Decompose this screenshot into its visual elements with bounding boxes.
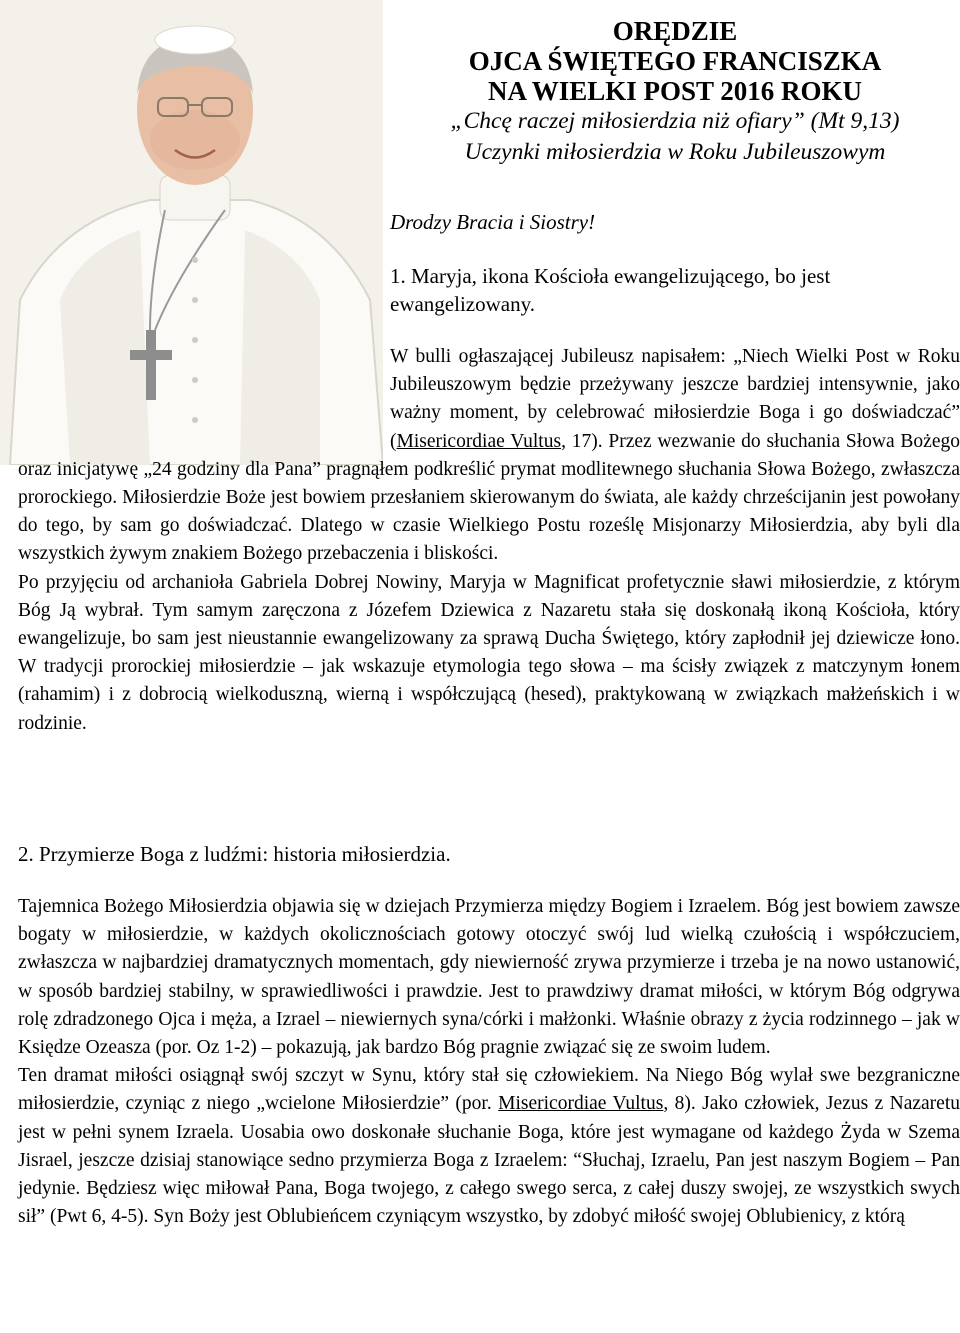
subtitle-quote: „Chcę raczej miłosierdzia niż ofiary” (Mt 9,13) (450, 108, 900, 134)
citation-link[interactable]: Misericordiae Vultus (396, 430, 562, 452)
title-line-1: ORĘDZIE (612, 16, 738, 46)
section-2-body (18, 893, 960, 1231)
paragraph (18, 1062, 960, 1231)
paragraph: Tajemnica Bożego Miłosierdzia objawia się w dziejach Przymierza między Bogiem i Izraelem. Bóg jest bowiem zawsze bogaty w miłosierdzie, w każdych okolicznościach gotowy otoczyć swój lud wielką czułością i współczuciem, zwłaszcza w najbardziej dramatycznych momentach, gdy niewierność zrywa przymierze i trzeba je na nowo ustanowić, w sposób bardziej stabilny, w sprawiedliwości i prawdzie. Jest to prawdziwy dramat miłości, w którym Bóg odgrywa rolę zdradzonego Ojca i męża, a Izrael – niewiernych syna/córki i małżonki. Właśnie obrazy z życia rodzinnego – jak w Księdze Ozeasza (por. Oz 1-2) – pokazują, jak bardzo Bóg pragnie związać się ze swoim ludem. (18, 896, 960, 1059)
section-1-body (18, 343, 960, 738)
greeting: Drodzy Bracia i Siostry! (390, 210, 596, 234)
paragraph-text: W bulli ogłaszającej Jubileusz napisałem: „Niech Wielki Post w Roku Jubileuszowym będzie przeżywany jeszcze bardziej intensywnie, jako ważny moment, by celebrować miłosierdzie Boga i go doświadczać” ( (390, 346, 960, 452)
title-line-3: NA WIELKI POST 2016 ROKU (487, 76, 863, 106)
citation-link[interactable]: Misericordiae Vultus (498, 1093, 664, 1115)
title-line-2: OJCA ŚWIĘTEGO FRANCISZKA (468, 46, 882, 76)
paragraph: Po przyjęciu od archanioła Gabriela Dobrej Nowiny, Maryja w Magnificat profetycznie sławi miłosierdzie, z którym Bóg Ją wybrał. Tym samym zaręczona z Józefem Dziewica z Nazaretu stała się doskonałą ikoną Kościoła, który ewangelizuje, bo sam jest nieustannie ewangelizowany za sprawą Ducha Świętego, który zapłodnił jej dziewicze łono. W tradycji prorockiej miłosierdzie – jak wskazuje etymologia tego słowa – ma ścisły związek z matczynym łonem (rahamim) i z dobrocią wielkoduszną, wierną i współczującą (hesed), praktykowaną w związkach małżeńskich i w rodzinie. (18, 571, 960, 734)
paragraph-text: , 17). Przez wezwanie do słuchania Słowa Bożego oraz inicjatywę „24 godziny dla Pana” pragnąłem podkreślić prymat modlitewnego słuchania Słowa Bożego, zwłaszcza prorockiego. Miłosierdzie Boże jest bowiem przesłaniem skierowanym do świata, ale każdy chrześcijanin jest powołany do tego, by sam go doświadczać. Dlatego w czasie Wielkiego Postu roześlę Misjonarzy Miłosierdzia, aby byli dla wszystkich żywym znakiem Bożego przebaczenia i bliskości. (18, 430, 960, 565)
photo-wrap-spacer (18, 343, 390, 455)
title-block (390, 16, 960, 168)
paragraph-text: , 8). Jako człowiek, Jezus z Nazaretu jest w pełni synem Izraela. Uosabia owo doskonałe słuchanie Boga, które jest wymagane od każdego Żyda w Szema Jisrael, jeszcze dzisiaj stanowiące sedno przymierza Boga z Izraelem: “Słuchaj, Izraelu, Pan jest naszym Bogiem – Pan jedynie. Będziesz więc miłował Pana, Boga twojego, z całego swego serca, z całej duszy swojej, ze wszystkich swych sił” (Pwt 6, 4-5). Syn Boży jest Oblubieńcem czyniącym wszystko, by zdobyć miłość swojej Oblubienicy, z którą (18, 1093, 960, 1228)
section-1-heading: 1. Maryja, ikona Kościoła ewangelizującego, bo jest ewangelizowany. (390, 264, 831, 316)
section-2-heading: 2. Przymierze Boga z ludźmi: historia miłosierdzia. (18, 842, 451, 866)
subtitle-theme: Uczynki miłosierdzia w Roku Jubileuszowym (464, 139, 886, 165)
paragraph-text: Ten dramat miłości osiągnął swój szczyt w Synu, który stał się człowiekiem. Na Niego Bóg wylał swe bezgraniczne miłosierdzie, czyniąc z niego „wcielone Miłosierdzie” (por. (18, 1065, 960, 1115)
